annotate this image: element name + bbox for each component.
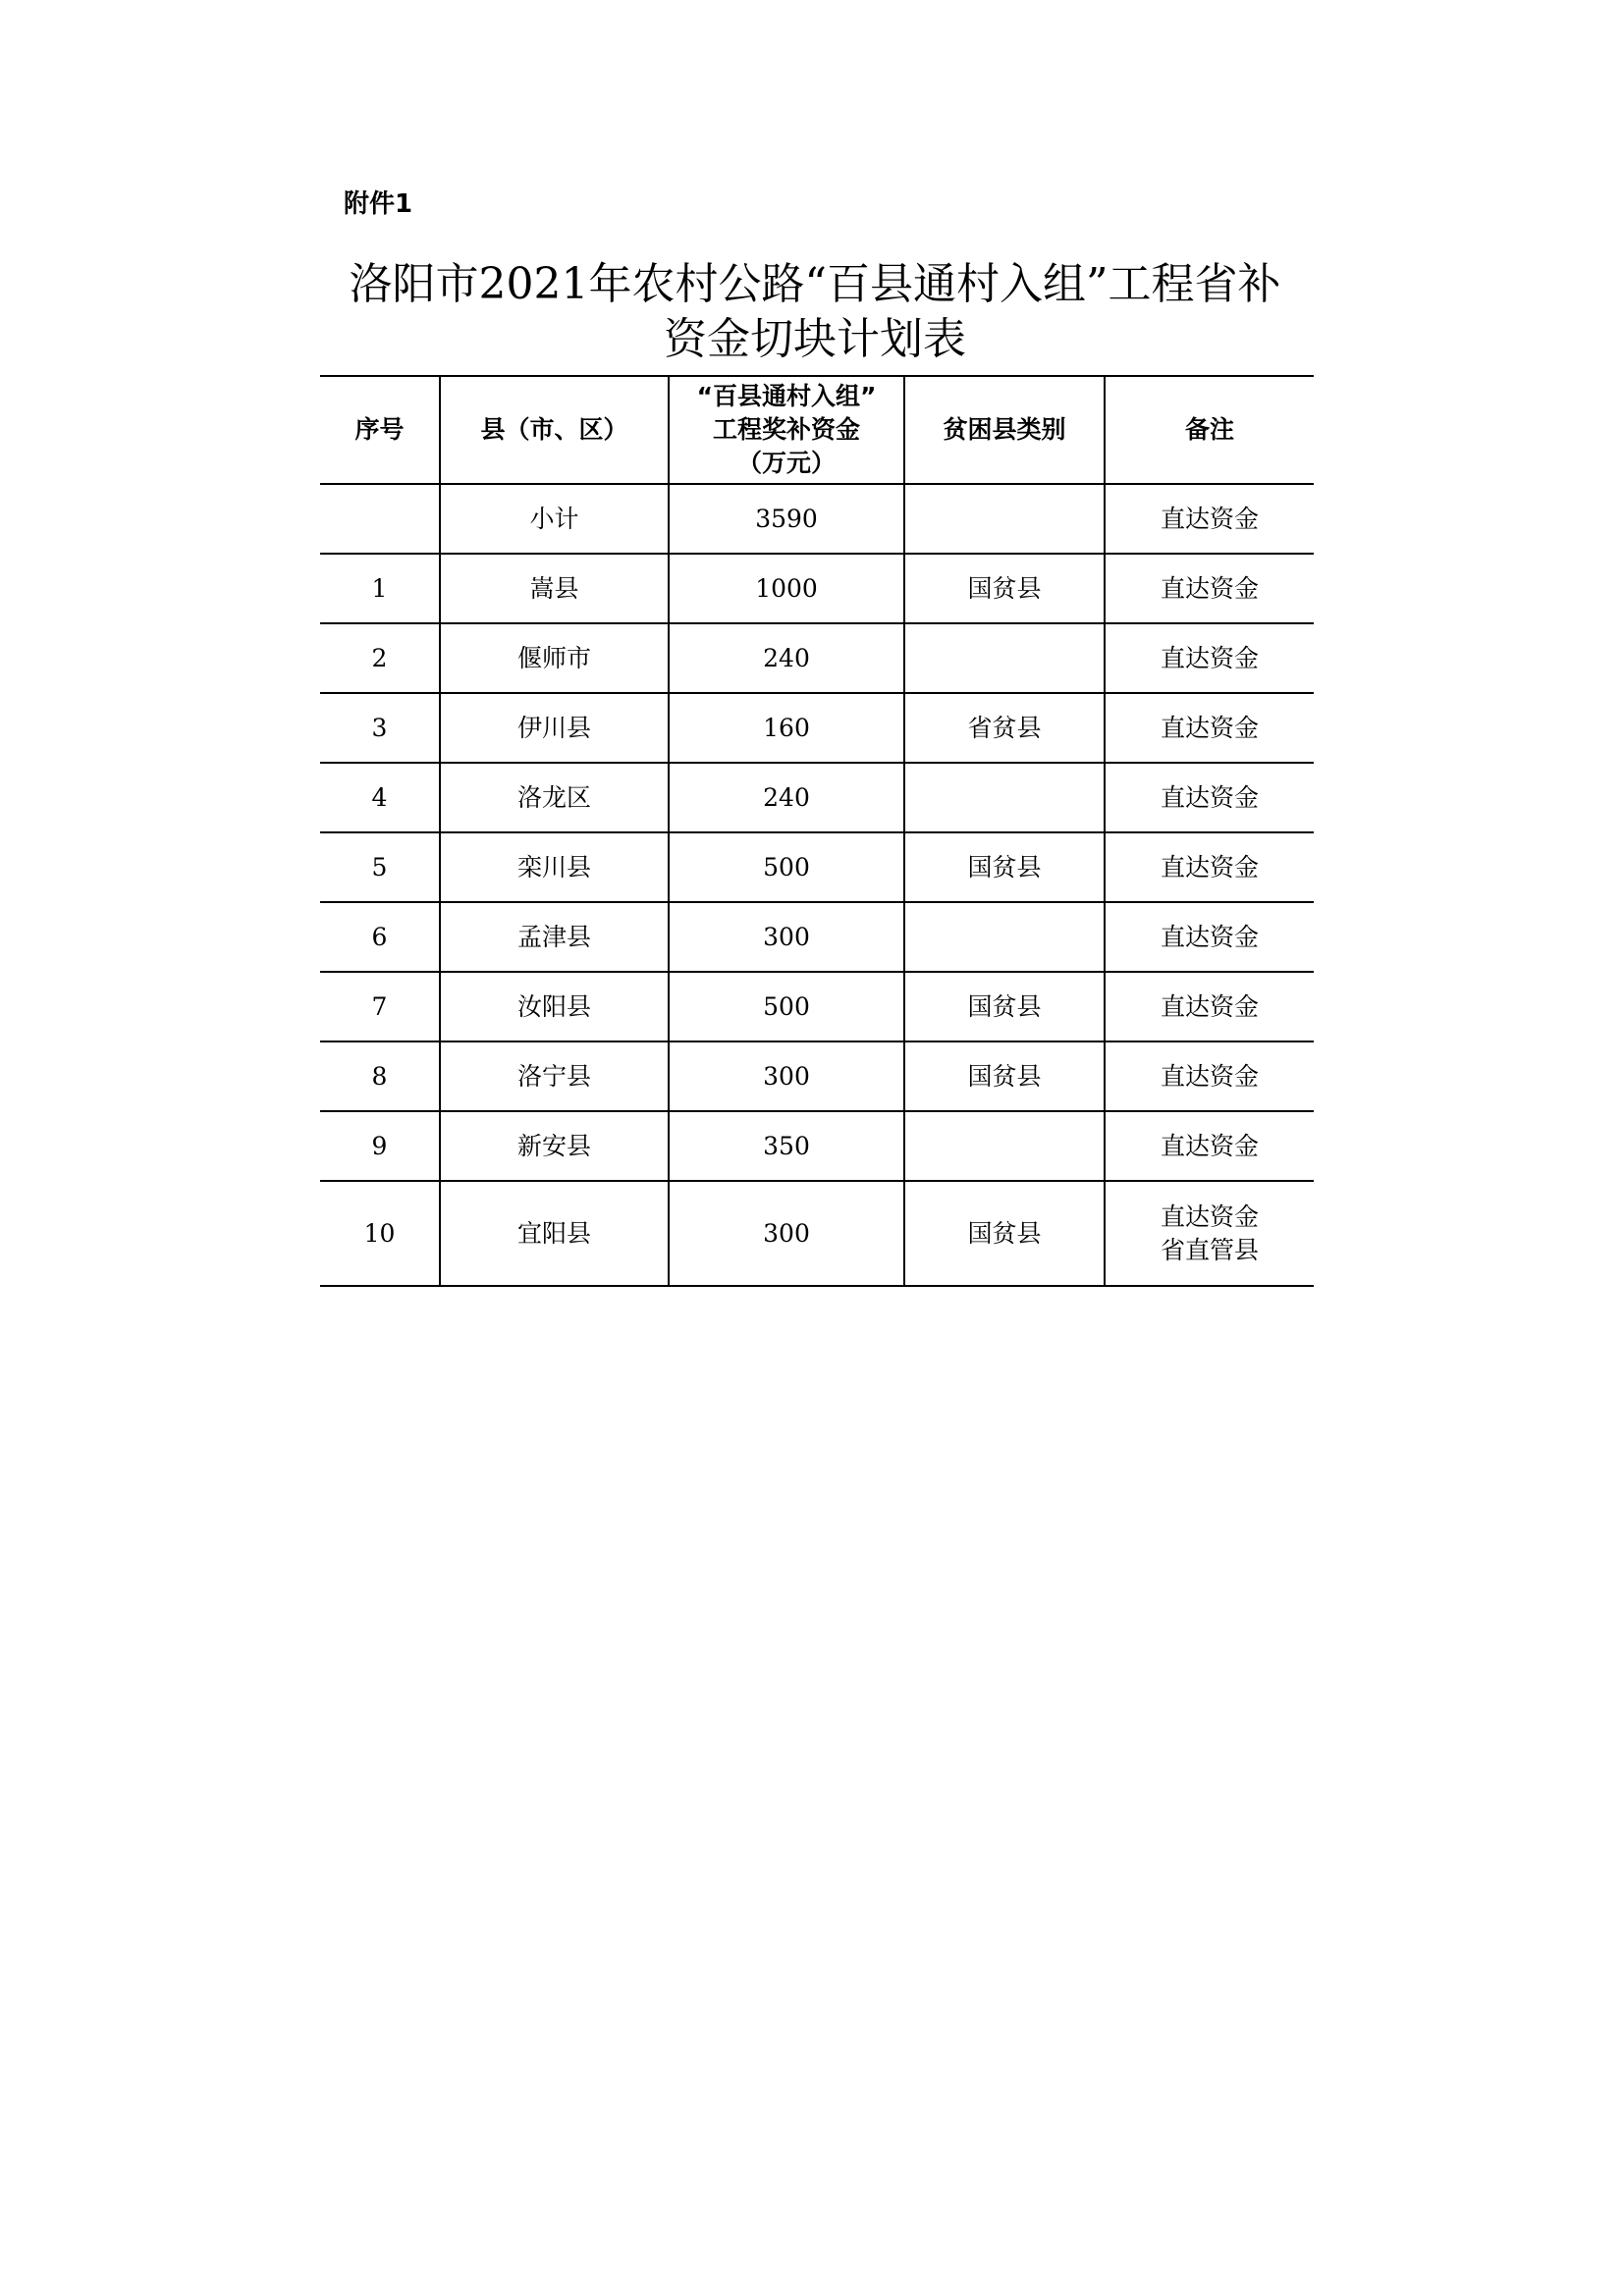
cell-fund: 350 [669,1111,904,1181]
cell-fund: 300 [669,1181,904,1286]
cell-poverty-category [904,484,1105,554]
cell-remark [1105,484,1314,554]
cell-poverty-category: 国贫县 [904,1181,1105,1286]
header-county: 县（市、区） [440,376,669,484]
header-fund-line-3: （万元） [736,449,836,477]
cell-remark [1105,1111,1314,1181]
remark-line-1: 直达资金 [1160,1201,1259,1231]
remark-line-1: 直达资金 [1160,852,1259,881]
cell-seq: 7 [320,972,440,1041]
cell-fund: 240 [669,623,904,693]
cell-poverty-category [904,902,1105,972]
cell-fund: 500 [669,972,904,1041]
cell-fund: 160 [669,693,904,763]
cell-poverty-category [904,623,1105,693]
cell-remark [1105,902,1314,972]
table-row [320,832,1314,902]
cell-seq: 9 [320,1111,440,1181]
cell-fund: 240 [669,763,904,832]
remark-line-1: 直达资金 [1160,922,1259,951]
cell-county: 宜阳县 [440,1181,669,1286]
cell-seq: 3 [320,693,440,763]
header-remark: 备注 [1105,376,1314,484]
cell-seq: 10 [320,1181,440,1286]
header-seq: 序号 [320,376,440,484]
cell-county: 小计 [440,484,669,554]
cell-fund: 500 [669,832,904,902]
cell-county: 孟津县 [440,902,669,972]
cell-county: 洛龙区 [440,763,669,832]
cell-poverty-category [904,763,1105,832]
cell-remark [1105,972,1314,1041]
cell-fund: 3590 [669,484,904,554]
cell-fund: 300 [669,1041,904,1111]
remark-line-1: 直达资金 [1160,713,1259,742]
title-line-1: 洛阳市2021年农村公路“百县通村入组”工程省补 [349,259,1281,309]
table-row [320,902,1314,972]
cell-poverty-category: 国贫县 [904,554,1105,623]
cell-remark [1105,1181,1314,1286]
cell-county: 新安县 [440,1111,669,1181]
remark-line-2: 省直管县 [1160,1235,1259,1264]
remark-line-1: 直达资金 [1160,573,1259,603]
cell-seq: 6 [320,902,440,972]
document-title [314,257,1316,367]
remark-line-1: 直达资金 [1160,991,1259,1021]
cell-county: 伊川县 [440,693,669,763]
cell-poverty-category: 国贫县 [904,972,1105,1041]
cell-county: 汝阳县 [440,972,669,1041]
cell-poverty-category: 省贫县 [904,693,1105,763]
cell-remark [1105,763,1314,832]
header-fund-line-1: “百县通村入组” [696,382,877,410]
cell-remark [1105,693,1314,763]
cell-fund: 300 [669,902,904,972]
cell-seq: 1 [320,554,440,623]
header-poverty: 贫困县类别 [904,376,1105,484]
table-row [320,763,1314,832]
cell-seq: 4 [320,763,440,832]
remark-line-1: 直达资金 [1160,643,1259,672]
table-row [320,693,1314,763]
remark-line-1: 直达资金 [1160,1061,1259,1091]
cell-county: 偃师市 [440,623,669,693]
attachment-label: 附件1 [344,189,413,219]
fund-plan-table [320,375,1314,1287]
cell-seq: 8 [320,1041,440,1111]
table-row [320,623,1314,693]
cell-seq: 5 [320,832,440,902]
cell-remark [1105,832,1314,902]
remark-line-1: 直达资金 [1160,782,1259,812]
table-row [320,1041,1314,1111]
cell-remark [1105,554,1314,623]
cell-seq [320,484,440,554]
cell-poverty-category: 国贫县 [904,832,1105,902]
table-row [320,972,1314,1041]
cell-remark [1105,623,1314,693]
cell-poverty-category: 国贫县 [904,1041,1105,1111]
header-fund [669,376,904,484]
table-row [320,554,1314,623]
header-fund-line-2: 工程奖补资金 [712,415,860,444]
table-row [320,1181,1314,1286]
cell-poverty-category [904,1111,1105,1181]
title-line-2: 资金切块计划表 [664,314,966,364]
cell-county: 嵩县 [440,554,669,623]
cell-county: 洛宁县 [440,1041,669,1111]
cell-seq: 2 [320,623,440,693]
table-row [320,1111,1314,1181]
remark-line-1: 直达资金 [1160,504,1259,533]
cell-fund: 1000 [669,554,904,623]
cell-county: 栾川县 [440,832,669,902]
cell-remark [1105,1041,1314,1111]
remark-line-1: 直达资金 [1160,1131,1259,1160]
table-header-row [320,376,1314,484]
subtotal-row [320,484,1314,554]
